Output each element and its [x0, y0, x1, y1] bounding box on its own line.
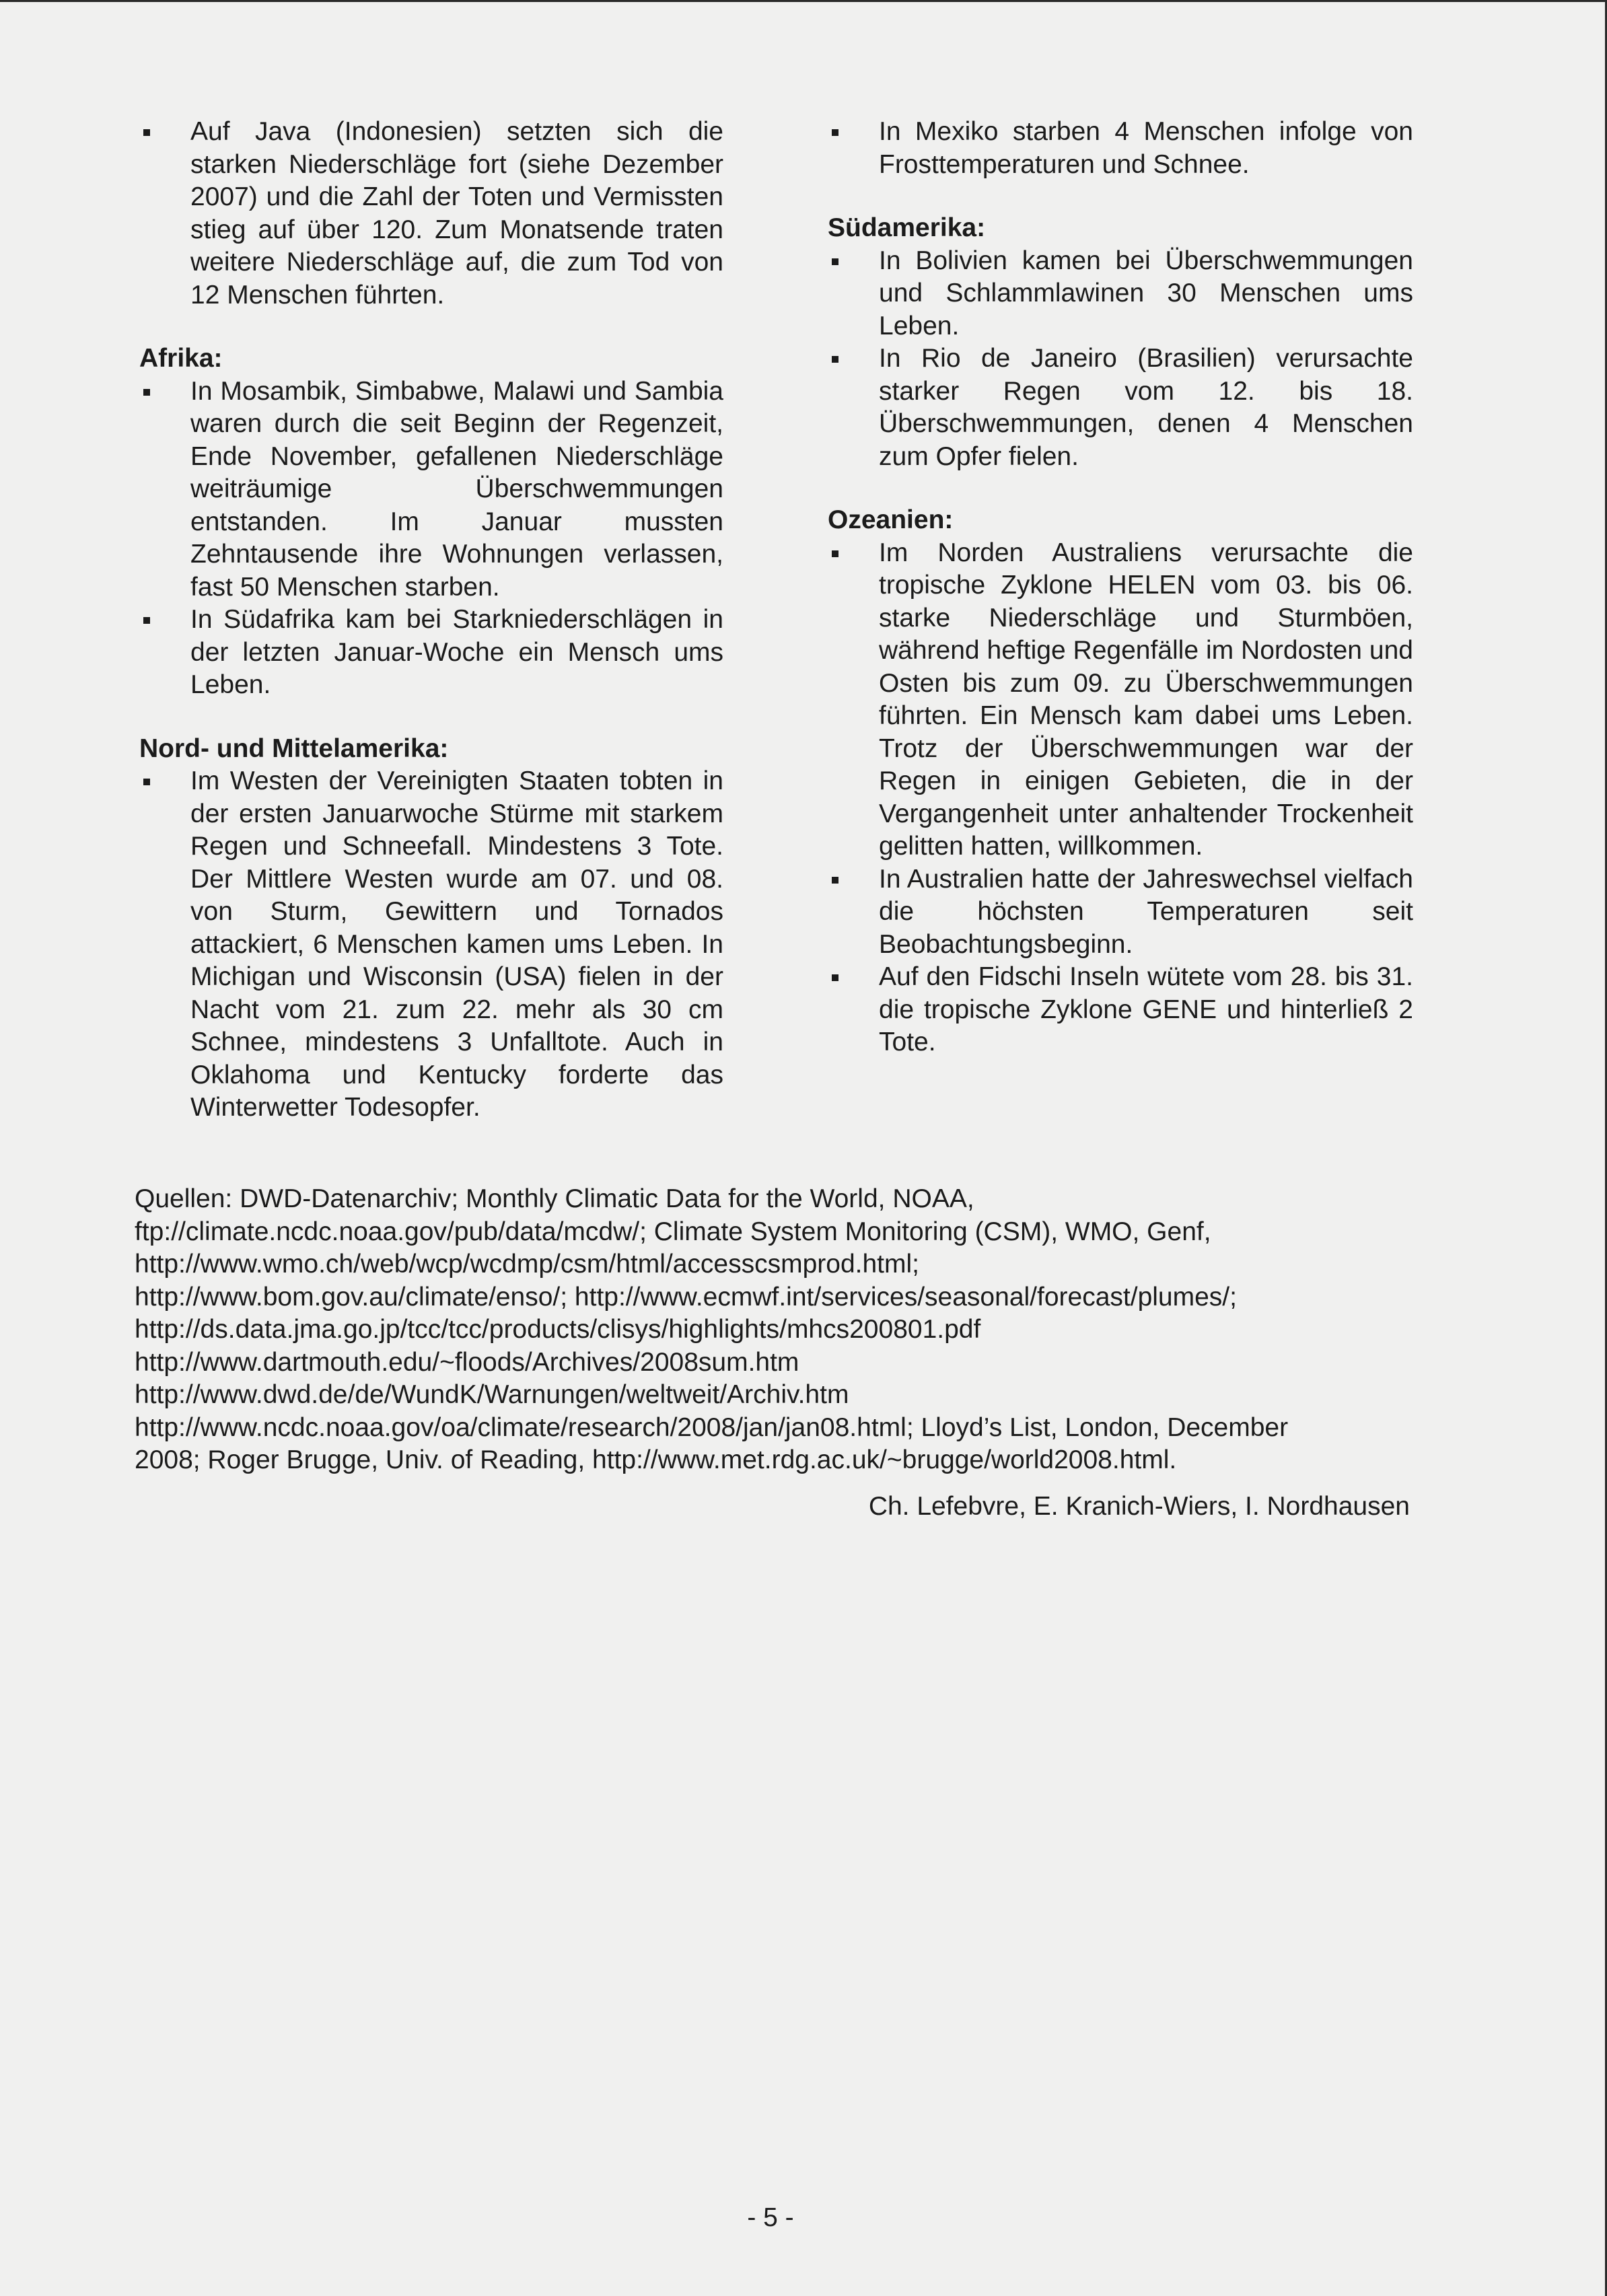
- bullet-list: [828, 245, 1413, 474]
- sources-block: [135, 1183, 1413, 1477]
- section-ozeanien: [828, 504, 1413, 1059]
- section-nord-mittelamerika: [139, 733, 723, 1124]
- list-item: Auf Java (Indonesien) setzten sich die starken Niederschläge fort (siehe Dezember 2007) und die Zahl der Toten und Vermissten stieg auf über 120. Zum Monatsende traten weitere Niederschläge auf, die zum Tod von 12 Menschen führten.: [139, 116, 723, 312]
- sources-line: http://www.wmo.ch/web/wcp/wcdmp/csm/html/accesscsmprod.html;: [135, 1250, 919, 1279]
- bullet-list: [139, 765, 723, 1124]
- left-column: [139, 116, 723, 1155]
- section-heading: Ozeanien:: [828, 505, 954, 534]
- bullet-list: [139, 375, 723, 702]
- sources-line: Quellen: DWD-Datenarchiv; Monthly Climatic Data for the World, NOAA,: [135, 1184, 974, 1213]
- section-heading: Nord- und Mittelamerika:: [139, 733, 449, 763]
- list-item: In Mosambik, Simbabwe, Malawi und Sambia waren durch die seit Beginn der Regenzeit, Ende November, gefallenen Niederschläge weiträumige Überschwemmungen entstanden. Im Januar mussten Zehntausende ihre Wohnungen verlassen, fast 50 Menschen starben.: [139, 375, 723, 604]
- sources-line: ftp://climate.ncdc.noaa.gov/pub/data/mcdw/; Climate System Monitoring (CSM), WMO, Genf,: [135, 1217, 1211, 1246]
- list-item: In Rio de Janeiro (Brasilien) verursachte starker Regen vom 12. bis 18. Überschwemmungen, denen 4 Menschen zum Opfer fielen.: [828, 343, 1413, 473]
- list-item: Auf den Fidschi Inseln wütete vom 28. bis 31. die tropische Zyklone GENE und hinterließ 2 Tote.: [828, 961, 1413, 1059]
- sources-line: http://www.dwd.de/de/WundK/Warnungen/weltweit/Archiv.htm: [135, 1380, 849, 1409]
- authors: Ch. Lefebvre, E. Kranich-Wiers, I. Nordhausen: [868, 1492, 1410, 1521]
- list-item: In Südafrika kam bei Starkniederschlägen in der letzten Januar-Woche ein Mensch ums Leben.: [139, 604, 723, 702]
- section-heading: Südamerika:: [828, 213, 986, 242]
- sources-line: http://www.dartmouth.edu/~floods/Archives/2008sum.htm: [135, 1347, 799, 1377]
- sources-line: http://www.ncdc.noaa.gov/oa/climate/research/2008/jan/jan08.html; Lloyd’s List, London, December: [135, 1412, 1289, 1442]
- section-java: [139, 116, 723, 312]
- sources-line: http://ds.data.jma.go.jp/tcc/tcc/products/clisys/highlights/mhcs200801.pdf: [135, 1315, 981, 1344]
- list-item: In Australien hatte der Jahreswechsel vielfach die höchsten Temperaturen seit Beobachtungsbeginn.: [828, 863, 1413, 962]
- list-item: In Bolivien kamen bei Überschwemmungen und Schlammlawinen 30 Menschen ums Leben.: [828, 245, 1413, 343]
- sources-line: 2008; Roger Brugge, Univ. of Reading, http://www.met.rdg.ac.uk/~brugge/world2008.html.: [135, 1445, 1177, 1474]
- bullet-list: [828, 116, 1413, 181]
- page-number: - 5 -: [747, 2203, 794, 2232]
- section-heading: Afrika:: [139, 344, 223, 373]
- section-mexiko: [828, 116, 1413, 181]
- sources-line: http://www.bom.gov.au/climate/enso/; http://www.ecmwf.int/services/seasonal/forecast/plumes/;: [135, 1282, 1237, 1312]
- list-item: In Mexiko starben 4 Menschen infolge von Frosttemperaturen und Schnee.: [828, 116, 1413, 181]
- section-suedamerika: [828, 212, 1413, 473]
- section-afrika: [139, 343, 723, 702]
- bullet-list: [828, 537, 1413, 1059]
- list-item: Im Westen der Vereinigten Staaten tobten in der ersten Januarwoche Stürme mit starkem Regen und Schneefall. Mindestens 3 Tote. Der Mittlere Westen wurde am 07. und 08. von Sturm, Gewittern und Tornados attackiert, 6 Menschen kamen ums Leben. In Michigan und Wisconsin (USA) fielen in der Nacht vom 21. zum 22. mehr als 30 cm Schnee, mindestens 3 Unfalltote. Auch in Oklahoma und Kentucky forderte das Winterwetter Todesopfer.: [139, 765, 723, 1124]
- bullet-list: [139, 116, 723, 312]
- list-item: Im Norden Australiens verursachte die tropische Zyklone HELEN vom 03. bis 06. starke Niederschläge und Sturmböen, während heftige Regenfälle im Nordosten und Osten bis zum 09. zu Überschwemmungen führten. Ein Mensch kam dabei ums Leben. Trotz der Überschwemmungen war der Regen in einigen Gebieten, die in der Vergangenheit unter anhaltender Trockenheit gelitten hatten, willkommen.: [828, 537, 1413, 863]
- right-column: [828, 116, 1413, 1090]
